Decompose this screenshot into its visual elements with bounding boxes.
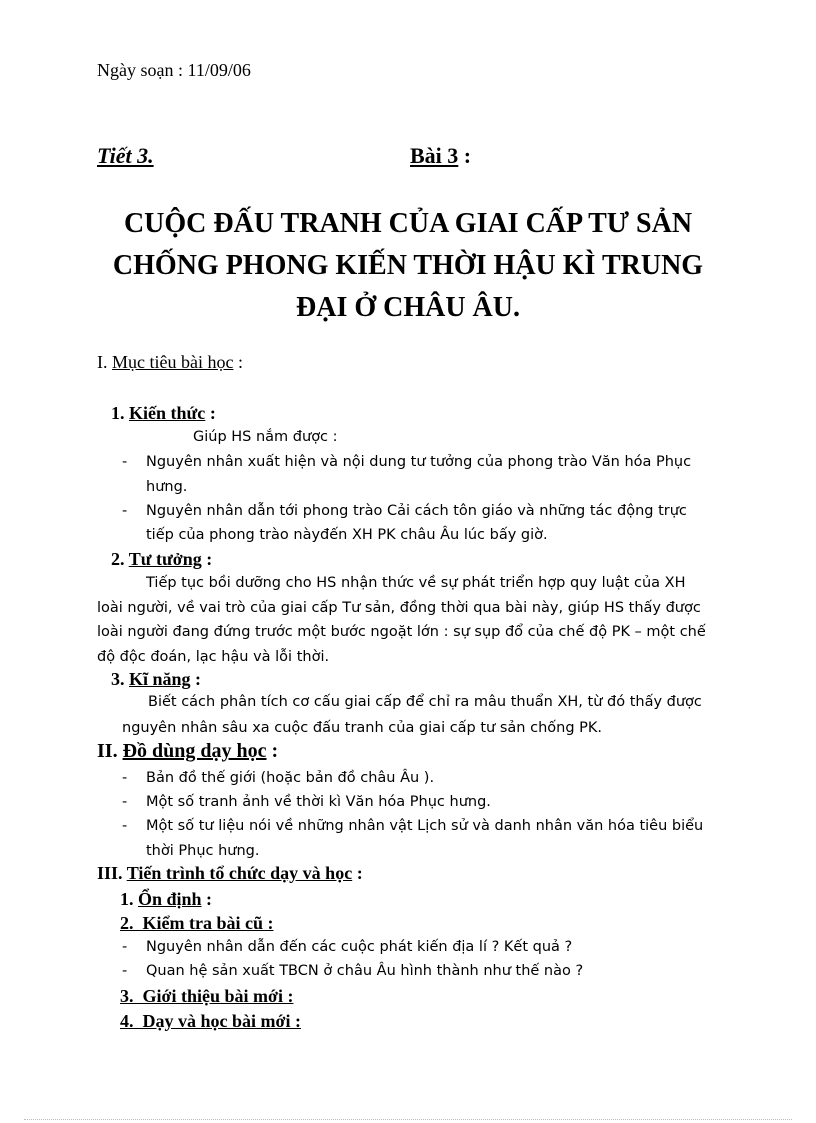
subsection-colon: :: [205, 403, 216, 423]
step-label: Giới thiệu bài mới :: [142, 986, 294, 1006]
step-label: Ổn định: [138, 889, 202, 909]
lesson-title: [60, 203, 756, 329]
subsection-skills-heading: [111, 669, 201, 690]
procedure-step-stabilize: [120, 889, 212, 910]
thinking-line: loài người đang đứng trước một bước ngoặt lớn : sự sụp đổ của chế độ PK – một chế: [97, 624, 706, 640]
title-line-2: CHỐNG PHONG KIẾN THỜI HẬU KÌ TRUNG: [112, 250, 704, 281]
knowledge-bullet-line: Nguyên nhân xuất hiện và nội dung tư tưởng của phong trào Văn hóa Phục: [146, 454, 692, 470]
step-label: Kiểm tra bài cũ :: [142, 913, 274, 933]
subsection-knowledge-heading: [111, 403, 216, 424]
knowledge-bullet-line: hưng.: [146, 479, 188, 495]
subsection-colon: :: [201, 549, 213, 569]
thinking-line: độ độc đoán, lạc hậu và lỗi thời.: [97, 649, 330, 665]
procedure-step-teach: [120, 1011, 301, 1032]
section-number: III.: [97, 863, 123, 883]
section-procedure-heading: [97, 863, 363, 884]
bullet-dash: -: [122, 454, 128, 470]
section-objectives-heading: [97, 352, 243, 373]
subsection-thinking-heading: [111, 549, 212, 570]
section-number: I.: [97, 352, 108, 372]
step-colon: :: [201, 889, 213, 909]
materials-bullet-line: Một số tư liệu nói về những nhân vật Lịch sử và danh nhân văn hóa tiêu biểu: [146, 818, 704, 834]
procedure-step-review: [120, 913, 273, 934]
section-title: Mục tiêu bài học: [112, 352, 234, 372]
subsection-colon: :: [190, 669, 202, 689]
title-line-1: CUỘC ĐẤU TRANH CỦA GIAI CẤP TƯ SẢN: [123, 208, 693, 239]
section-colon: :: [266, 740, 279, 762]
bullet-dash: -: [122, 794, 128, 810]
subsection-number: 1.: [111, 403, 125, 423]
date-prepared: Ngày soạn : 11/09/06: [97, 60, 251, 80]
lesson-number-colon: :: [458, 143, 472, 168]
title-line-3: ĐẠI Ở CHÂU ÂU.: [296, 292, 520, 323]
thinking-line: Tiếp tục bồi dưỡng cho HS nhận thức về sự phát triển hợp quy luật của XH: [146, 575, 686, 591]
page-bottom-divider: [24, 1119, 792, 1120]
step-number: 4.: [120, 1011, 134, 1031]
knowledge-bullet-line: Nguyên nhân dẫn tới phong trào Cải cách tôn giáo và những tác động trực: [146, 503, 687, 519]
materials-bullet-line: Bản đồ thế giới (hoặc bản đồ châu Âu ).: [146, 770, 435, 786]
subsection-title: Kĩ năng: [129, 669, 191, 689]
subsection-number: 3.: [111, 669, 125, 689]
section-title: Tiến trình tổ chức dạy và học: [126, 863, 353, 883]
bullet-dash: -: [122, 770, 128, 786]
bullet-dash: -: [122, 503, 128, 519]
bullet-dash: -: [122, 818, 128, 834]
subsection-number: 2.: [111, 549, 125, 569]
section-title: Đồ dùng dạy học: [122, 740, 267, 762]
skills-line: Biết cách phân tích cơ cấu giai cấp để chỉ ra mâu thuẩn XH, từ đó thấy được: [148, 694, 702, 710]
step-label: Dạy và học bài mới :: [142, 1011, 301, 1031]
thinking-line: loài người, về vai trò của giai cấp Tư sản, đồng thời qua bài này, giúp HS thấy được: [97, 600, 701, 616]
procedure-step-introduce: [120, 986, 293, 1007]
bullet-dash: -: [122, 963, 128, 979]
knowledge-bullet-line: tiếp của phong trào nàyđến XH PK châu Âu lúc bấy giờ.: [146, 527, 548, 543]
step-number: 2.: [120, 913, 134, 933]
materials-bullet-line: Một số tranh ảnh về thời kì Văn hóa Phục hưng.: [146, 794, 491, 810]
subsection-title: Tư tưởng: [128, 549, 202, 569]
section-colon: :: [352, 863, 363, 883]
section-colon: :: [233, 352, 243, 372]
materials-bullet-line: thời Phục hưng.: [146, 843, 260, 859]
review-question: Quan hệ sản xuất TBCN ở châu Âu hình thành như thế nào ?: [146, 963, 584, 979]
review-question: Nguyên nhân dẫn đến các cuộc phát kiến địa lí ? Kết quả ?: [146, 939, 573, 955]
section-materials-heading: [97, 740, 278, 763]
section-number: II.: [97, 740, 118, 762]
bullet-dash: -: [122, 939, 128, 955]
knowledge-intro: Giúp HS nắm được :: [193, 429, 338, 445]
skills-line: nguyên nhân sâu xa cuộc đấu tranh của giai cấp tư sản chống PK.: [122, 720, 602, 736]
lesson-period: Tiết 3.: [97, 143, 154, 168]
subsection-title: Kiến thức: [129, 403, 206, 423]
lesson-number-label: Bài 3: [410, 143, 459, 168]
step-number: 1.: [120, 889, 134, 909]
lesson-number: [410, 143, 471, 169]
step-number: 3.: [120, 986, 134, 1006]
